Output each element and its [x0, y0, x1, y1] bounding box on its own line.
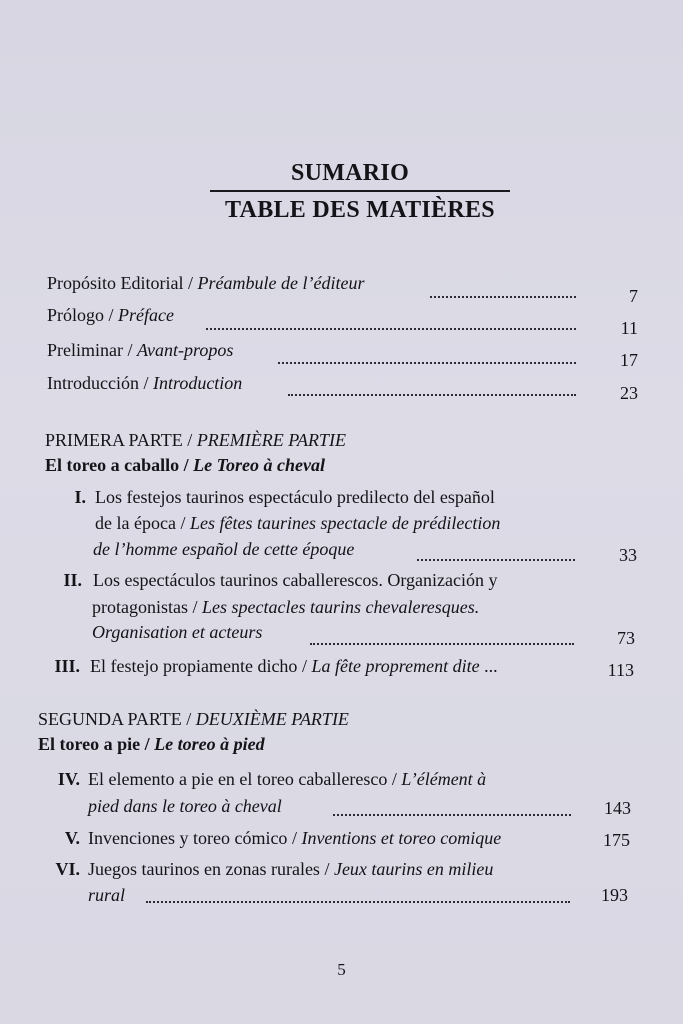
- leader-dots: [333, 814, 571, 816]
- page-ref: 11: [620, 318, 638, 338]
- chapter-6-line1[interactable]: Juegos taurinos en zonas rurales / Jeux taurins en milieu: [88, 859, 494, 879]
- chapter-1-line2[interactable]: de la época / Les fêtes taurines spectacle de prédilection: [95, 513, 501, 533]
- chapter-6-line2[interactable]: rural: [88, 885, 126, 905]
- chapter-number: V.: [64, 828, 80, 848]
- chapter-number: II.: [63, 570, 82, 590]
- toc-entry-proposito[interactable]: Propósito Editorial / Préambule de l’éditeur: [47, 273, 365, 293]
- leader-dots: [146, 901, 570, 903]
- chapter-2-line3[interactable]: Organisation et acteurs: [92, 622, 263, 642]
- page-ref: 23: [620, 383, 638, 403]
- leader-dots: [430, 296, 576, 298]
- page-number: 5: [337, 960, 346, 979]
- title-table-des-matieres: TABLE DES MATIÈRES: [225, 197, 495, 223]
- part2-heading: SEGUNDA PARTE / DEUXIÈME PARTIE: [38, 709, 349, 729]
- chapter-2-line1[interactable]: Los espectáculos taurinos caballerescos. Organización y: [93, 570, 498, 590]
- chapter-1-line1[interactable]: Los festejos taurinos espectáculo predilecto del español: [95, 487, 495, 507]
- page-ref: 17: [620, 350, 638, 370]
- leader-dots: [310, 643, 574, 645]
- part1-heading: PRIMERA PARTE / PREMIÈRE PARTIE: [45, 430, 346, 450]
- part1-subheading: El toreo a caballo / Le Toreo à cheval: [45, 455, 325, 475]
- page-ref: 175: [603, 830, 630, 850]
- page-ref: 143: [604, 798, 631, 818]
- page-ref: 7: [629, 286, 638, 306]
- page-ref: 33: [619, 545, 637, 565]
- chapter-3-line1[interactable]: El festejo propiamente dicho / La fête proprement dite ...: [90, 656, 498, 676]
- title-sumario: SUMARIO: [290, 160, 410, 186]
- chapter-1-line3[interactable]: de l’homme español de cette époque: [93, 539, 355, 559]
- chapter-number: I.: [74, 487, 86, 507]
- leader-dots: [288, 394, 576, 396]
- chapter-number: IV.: [57, 769, 80, 789]
- page-ref: 113: [607, 660, 634, 680]
- toc-entry-introduccion[interactable]: Introducción / Introduction: [47, 373, 243, 393]
- chapter-number: VI.: [55, 859, 80, 879]
- toc-entry-preliminar[interactable]: Preliminar / Avant-propos: [47, 340, 234, 360]
- chapter-number: III.: [54, 656, 80, 676]
- page-ref: 193: [601, 885, 628, 905]
- leader-dots: [278, 362, 576, 364]
- leader-dots: [206, 328, 576, 330]
- chapter-4-line1[interactable]: El elemento a pie en el toreo caballeresco / L’élément à: [88, 769, 487, 789]
- chapter-5-line1[interactable]: Invenciones y toreo cómico / Inventions et toreo comique: [88, 828, 502, 848]
- title-rule: [210, 190, 510, 192]
- part2-subheading: El toreo a pie / Le toreo à pied: [38, 734, 265, 754]
- leader-dots: [417, 559, 575, 561]
- chapter-4-line2[interactable]: pied dans le toreo à cheval: [88, 796, 282, 816]
- toc-entry-prologo[interactable]: Prólogo / Préface: [47, 305, 174, 325]
- chapter-2-line2[interactable]: protagonistas / Les spectacles taurins chevaleresques.: [92, 597, 480, 617]
- page-ref: 73: [617, 628, 635, 648]
